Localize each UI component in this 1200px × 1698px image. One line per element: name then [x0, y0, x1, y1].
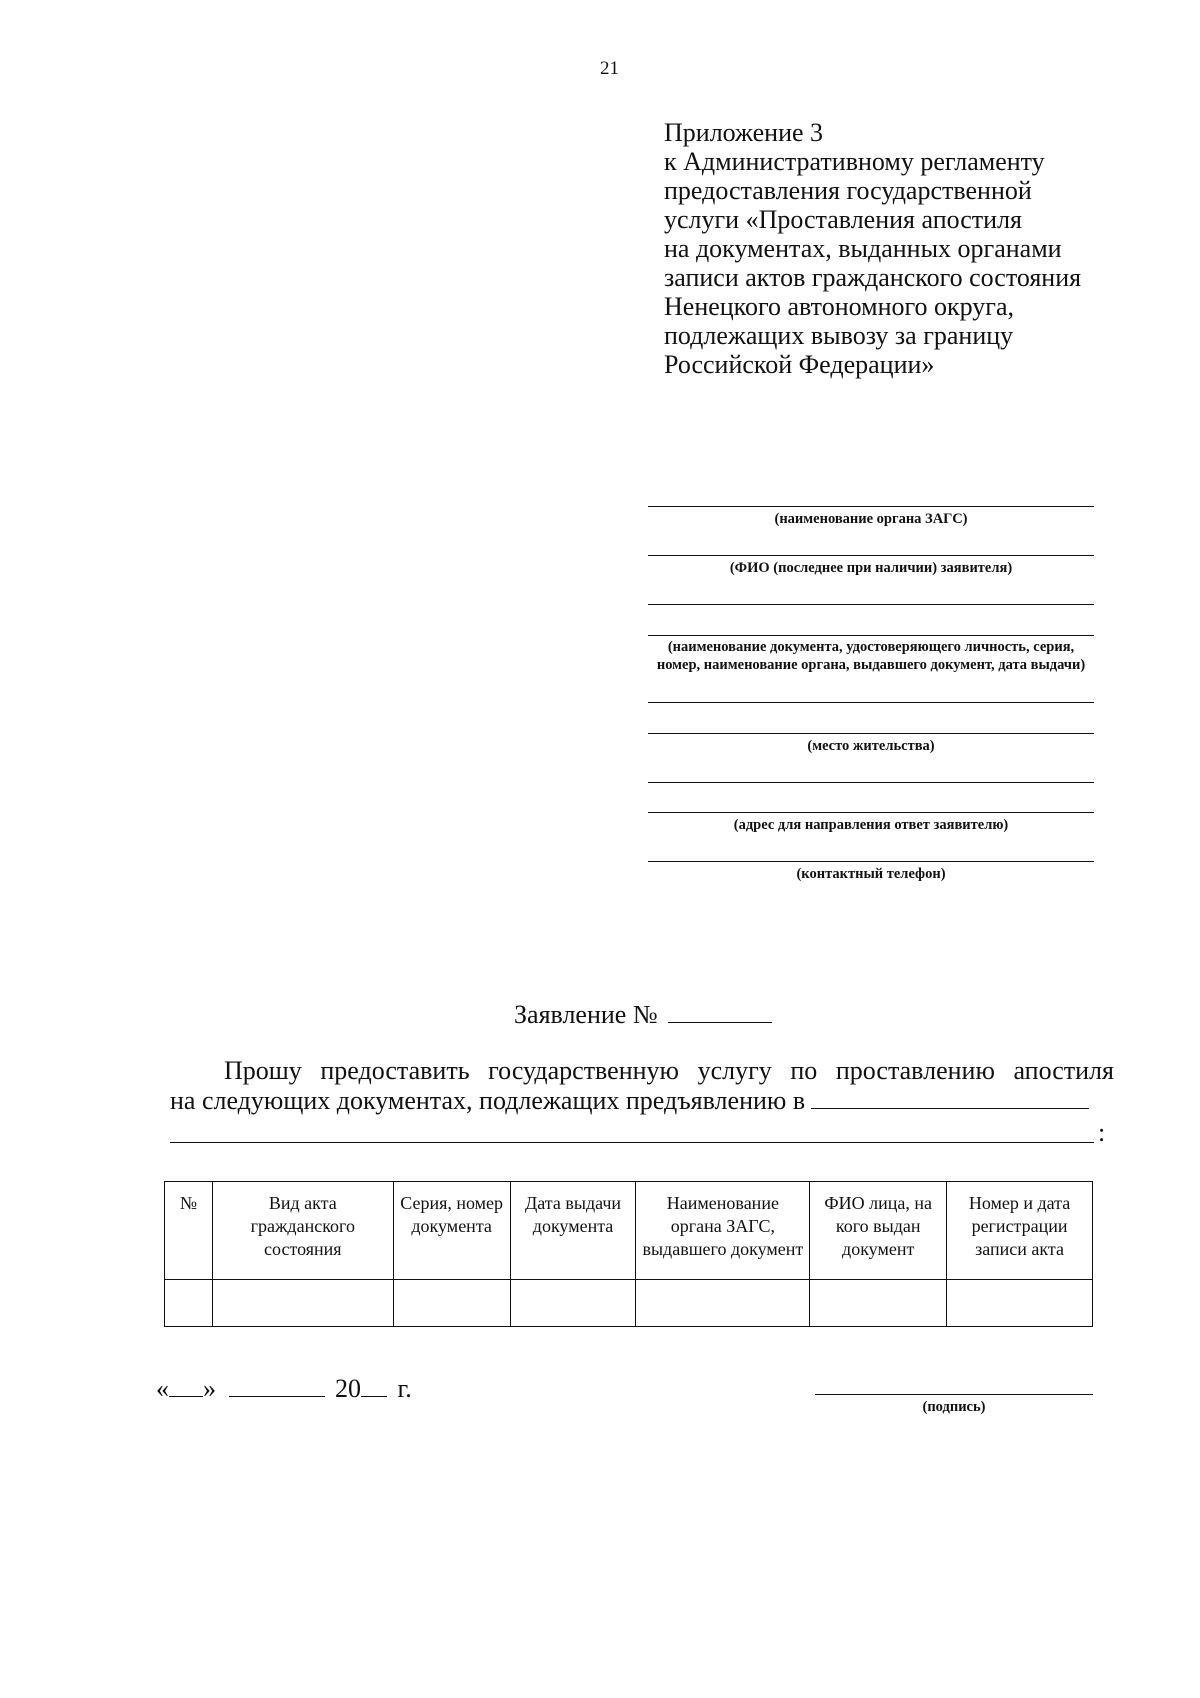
request-word: проставлению: [835, 1056, 995, 1085]
request-word: Прошу: [224, 1056, 302, 1085]
residence-field-line[interactable]: [648, 702, 1094, 703]
colon: :: [1098, 1118, 1106, 1147]
address-field-line[interactable]: [648, 782, 1094, 783]
month-field[interactable]: [229, 1376, 325, 1397]
request-line-3: [170, 1116, 1114, 1150]
year-prefix: 20: [335, 1374, 361, 1403]
request-word: государственную: [488, 1056, 679, 1085]
fio-field-line[interactable]: [648, 555, 1094, 556]
signature-caption: (подпись): [922, 1399, 986, 1415]
documents-table: [164, 1181, 1093, 1327]
table-header-cell: №: [165, 1182, 213, 1280]
appendix-line: на документах, выданных органами: [664, 234, 1062, 263]
appendix-line: предоставления государственной: [664, 176, 1032, 205]
address-caption: (адрес для направления ответ заявителю): [733, 817, 1009, 833]
request-line-2: [170, 1086, 1114, 1116]
close-quote: »: [203, 1374, 216, 1403]
appendix-line: записи актов гражданского состояния: [664, 263, 1082, 292]
zags-field-line[interactable]: [648, 506, 1094, 507]
request-word: предоставить: [320, 1056, 470, 1085]
appendix-line: Российской Федерации»: [664, 350, 935, 379]
appendix-line: Приложение 3: [664, 118, 824, 147]
date-line: [156, 1374, 412, 1404]
country-field[interactable]: [811, 1086, 1089, 1109]
open-quote: «: [156, 1374, 169, 1403]
table-header-cell: ФИО лица, на кого выдан документ: [810, 1182, 947, 1280]
residence-field-line[interactable]: [648, 733, 1094, 734]
id-doc-caption: (наименование документа, удостоверяющего личность, серия,: [667, 639, 1075, 655]
table-row: [165, 1280, 1093, 1327]
year-suffix: г.: [397, 1374, 412, 1403]
year-field[interactable]: [361, 1376, 387, 1397]
residence-caption: (место жительства): [807, 738, 935, 754]
request-word: по: [790, 1056, 818, 1085]
table-cell[interactable]: [636, 1280, 810, 1327]
table-header-cell: Наименование органа ЗАГС, выдавшего документ: [636, 1182, 810, 1280]
fio-caption: (ФИО (последнее при наличии) заявителя): [729, 560, 1013, 576]
appendix-line: подлежащих вывозу за границу: [664, 321, 1014, 350]
table-cell[interactable]: [810, 1280, 947, 1327]
day-field[interactable]: [169, 1376, 203, 1397]
appendix-line: услуги «Проставления апостиля: [664, 205, 1023, 234]
table-header-cell: Дата выдачи документа: [510, 1182, 636, 1280]
request-paragraph: [170, 1056, 1114, 1150]
appendix-line: к Административному регламенту: [664, 147, 1045, 176]
appendix-header: [664, 118, 1144, 379]
zags-caption: (наименование органа ЗАГС): [774, 511, 968, 527]
request-text: на следующих документах, подлежащих предъявлению в: [170, 1086, 806, 1115]
address-field-line[interactable]: [648, 812, 1094, 813]
table-header-row: [165, 1182, 1093, 1280]
page-number: 21: [600, 58, 619, 79]
table-cell[interactable]: [212, 1280, 393, 1327]
table-header-cell: Вид акта гражданского состояния: [212, 1182, 393, 1280]
table-cell[interactable]: [947, 1280, 1093, 1327]
table-header-cell: Серия, номер документа: [393, 1182, 510, 1280]
application-title-text: Заявление №: [514, 1000, 658, 1029]
country-field-continued[interactable]: [170, 1142, 1094, 1143]
phone-caption: (контактный телефон): [796, 866, 946, 882]
id-doc-field-line[interactable]: [648, 604, 1094, 605]
request-line-1: [170, 1056, 1114, 1086]
appendix-line: Ненецкого автономного округа,: [664, 292, 1014, 321]
table-cell[interactable]: [510, 1280, 636, 1327]
table-cell[interactable]: [393, 1280, 510, 1327]
phone-field-line[interactable]: [648, 861, 1094, 862]
application-title: [514, 1000, 772, 1030]
id-doc-field-line[interactable]: [648, 635, 1094, 636]
table-cell[interactable]: [165, 1280, 213, 1327]
id-doc-caption: номер, наименование органа, выдавшего документ, дата выдачи): [656, 657, 1086, 673]
request-word: апостиля: [1013, 1056, 1114, 1085]
request-word: услугу: [697, 1056, 772, 1085]
signature-field-line[interactable]: [815, 1394, 1093, 1395]
table-header-cell: Номер и дата регистрации записи акта: [947, 1182, 1093, 1280]
application-number-field[interactable]: [668, 1000, 772, 1023]
